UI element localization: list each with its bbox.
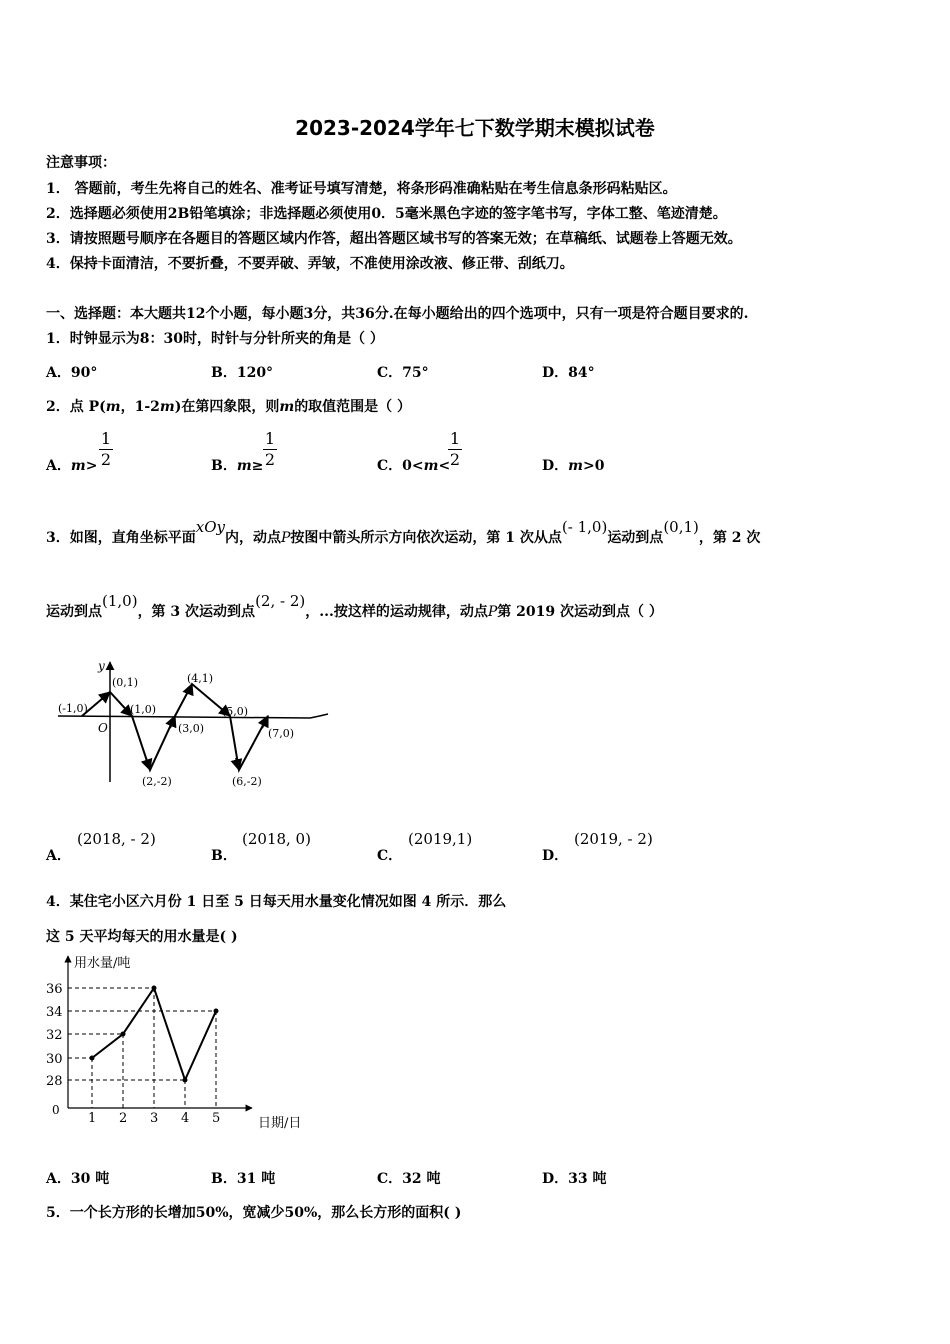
motion-arrow-3 [146,758,150,770]
q1-option-b: B．120° [211,365,274,381]
q4-option-b: B．31 吨 [211,1171,276,1187]
x-axis-tail [310,714,328,718]
q3-option-c-value: (2019,1) [408,830,473,848]
q3-line-1: 3．如图，直角坐标平面xOy内，动点P按图中箭头所示方向依次运动，第 1 次从点(- 1,0)运动到点(0,1)，第 2 次 [46,518,761,546]
chart-y-tick-label: 28 [46,1074,63,1089]
q2-option-b-fraction: 1 2 [264,429,276,469]
q2-option-a-fraction: 1 2 [100,429,112,469]
q4-line-2: 这 5 天平均每天的用水量是( ) [46,929,238,945]
chart-y-tick-label: 30 [46,1052,63,1067]
point-label: (-1,0) [58,702,88,715]
notice-item-2: 2．选择题必须使用2B铅笔填涂；非选择题必须使用0．5毫米黑色字迹的签字笔书写，字体工整、笔迹清楚。 [46,206,727,222]
q3-plane: xOy [195,518,225,536]
water-usage-chart [40,950,330,1140]
x-axis-line [58,716,310,718]
chart-x-tick-label: 2 [119,1111,128,1126]
q2-option-c-fraction: 1 2 [449,429,461,469]
q4-option-a: A．30 吨 [46,1171,110,1187]
point-label: (2,-2) [142,775,172,788]
q3-line-2: 运动到点(1,0)，第 3 次运动到点(2, - 2)，...按这样的运动规律，动点P第 2019 次运动到点（ ） [46,592,663,620]
chart-x-tick-label: 4 [181,1111,190,1126]
chart-data-point [121,1032,126,1037]
q4-option-d: D．33 吨 [542,1171,607,1187]
chart-y-tick-label: 32 [46,1028,63,1043]
q3-option-b-label: B． [211,848,237,864]
motion-arrow-1 [102,692,110,699]
chart-ylabel: 用水量/吨 [74,956,131,971]
chart-origin-label: 0 [52,1103,60,1117]
motion-arrow-4 [170,716,175,728]
q3-option-c-label: C． [377,848,403,864]
q3-motion-figure [50,652,340,797]
q1-stem: 1．时钟显示为8：30时，时针与分针所夹的角是（ ） [46,331,384,347]
chart-x-tick-label: 5 [212,1111,221,1126]
point-label: (4,1) [187,672,214,685]
chart-xlabel: 日期/日 [258,1116,302,1131]
y-axis-label: y [98,659,105,673]
point-label: (1,0) [130,703,157,716]
chart-x-tick-label: 3 [150,1111,159,1126]
chart-x-tick-label: 1 [88,1111,97,1126]
q5-stem: 5．一个长方形的长增加50%，宽减少50%，那么长方形的面积( ) [46,1205,462,1221]
q2-option-b: B．m≥ [211,458,264,474]
notice-item-3: 3．请按照题号顺序在各题目的答题区域内作答，超出答题区域书写的答案无效；在草稿纸、试题卷上答题无效。 [46,231,742,247]
q2-option-a: A．m> [46,458,98,474]
point-label: (5,0) [222,705,249,718]
point-label: (7,0) [268,727,295,740]
q3-option-d-value: (2019, - 2) [574,830,653,848]
page-title: 2023-2024学年七下数学期末模拟试卷 [295,116,655,140]
chart-y-tick-label: 34 [46,1005,63,1020]
q2-option-c: C．0<m< [377,458,451,474]
q1-option-a: A．90° [46,365,98,381]
q3-option-a-value: (2018, - 2) [77,830,156,848]
q3-option-b-value: (2018, 0) [242,830,311,848]
origin-label: O [98,721,108,735]
point-label: (0,1) [112,676,139,689]
notice-item-4: 4．保持卡面清洁，不要折叠，不要弄破、弄皱，不准使用涂改液、修正带、刮纸刀。 [46,256,574,272]
chart-data-point [152,986,157,991]
chart-data-point [90,1056,95,1061]
q4-option-c: C．32 吨 [377,1171,441,1187]
chart-data-point [183,1078,188,1083]
point-label: (6,-2) [232,775,262,788]
q1-option-d: D．84° [542,365,595,381]
notice-heading: 注意事项： [46,155,116,171]
point-label: (3,0) [178,722,205,735]
chart-y-tick-label: 36 [46,982,63,997]
notice-item-1: 1． 答题前，考生先将自己的姓名、准考证号填写清楚，将条形码准确粘贴在考生信息条形码粘贴区。 [46,181,677,197]
q2-option-d: D．m>0 [542,458,605,474]
q3-option-a-label: A． [46,848,71,864]
q3-option-d-label: D． [542,848,569,864]
q1-option-c: C．75° [377,365,429,381]
section-heading: 一、选择题：本大题共12个小题，每小题3分，共36分.在每小题给出的四个选项中，只有一项是符合题目要求的. [46,306,749,322]
q2-stem: 2．点 P(m，1-2m)在第四象限，则m的取值范围是（ ） [46,399,412,415]
chart-data-point [214,1009,219,1014]
q4-line-1: 4．某住宅小区六月份 1 日至 5 日每天用水量变化情况如图 4 所示．那么 [46,894,507,910]
